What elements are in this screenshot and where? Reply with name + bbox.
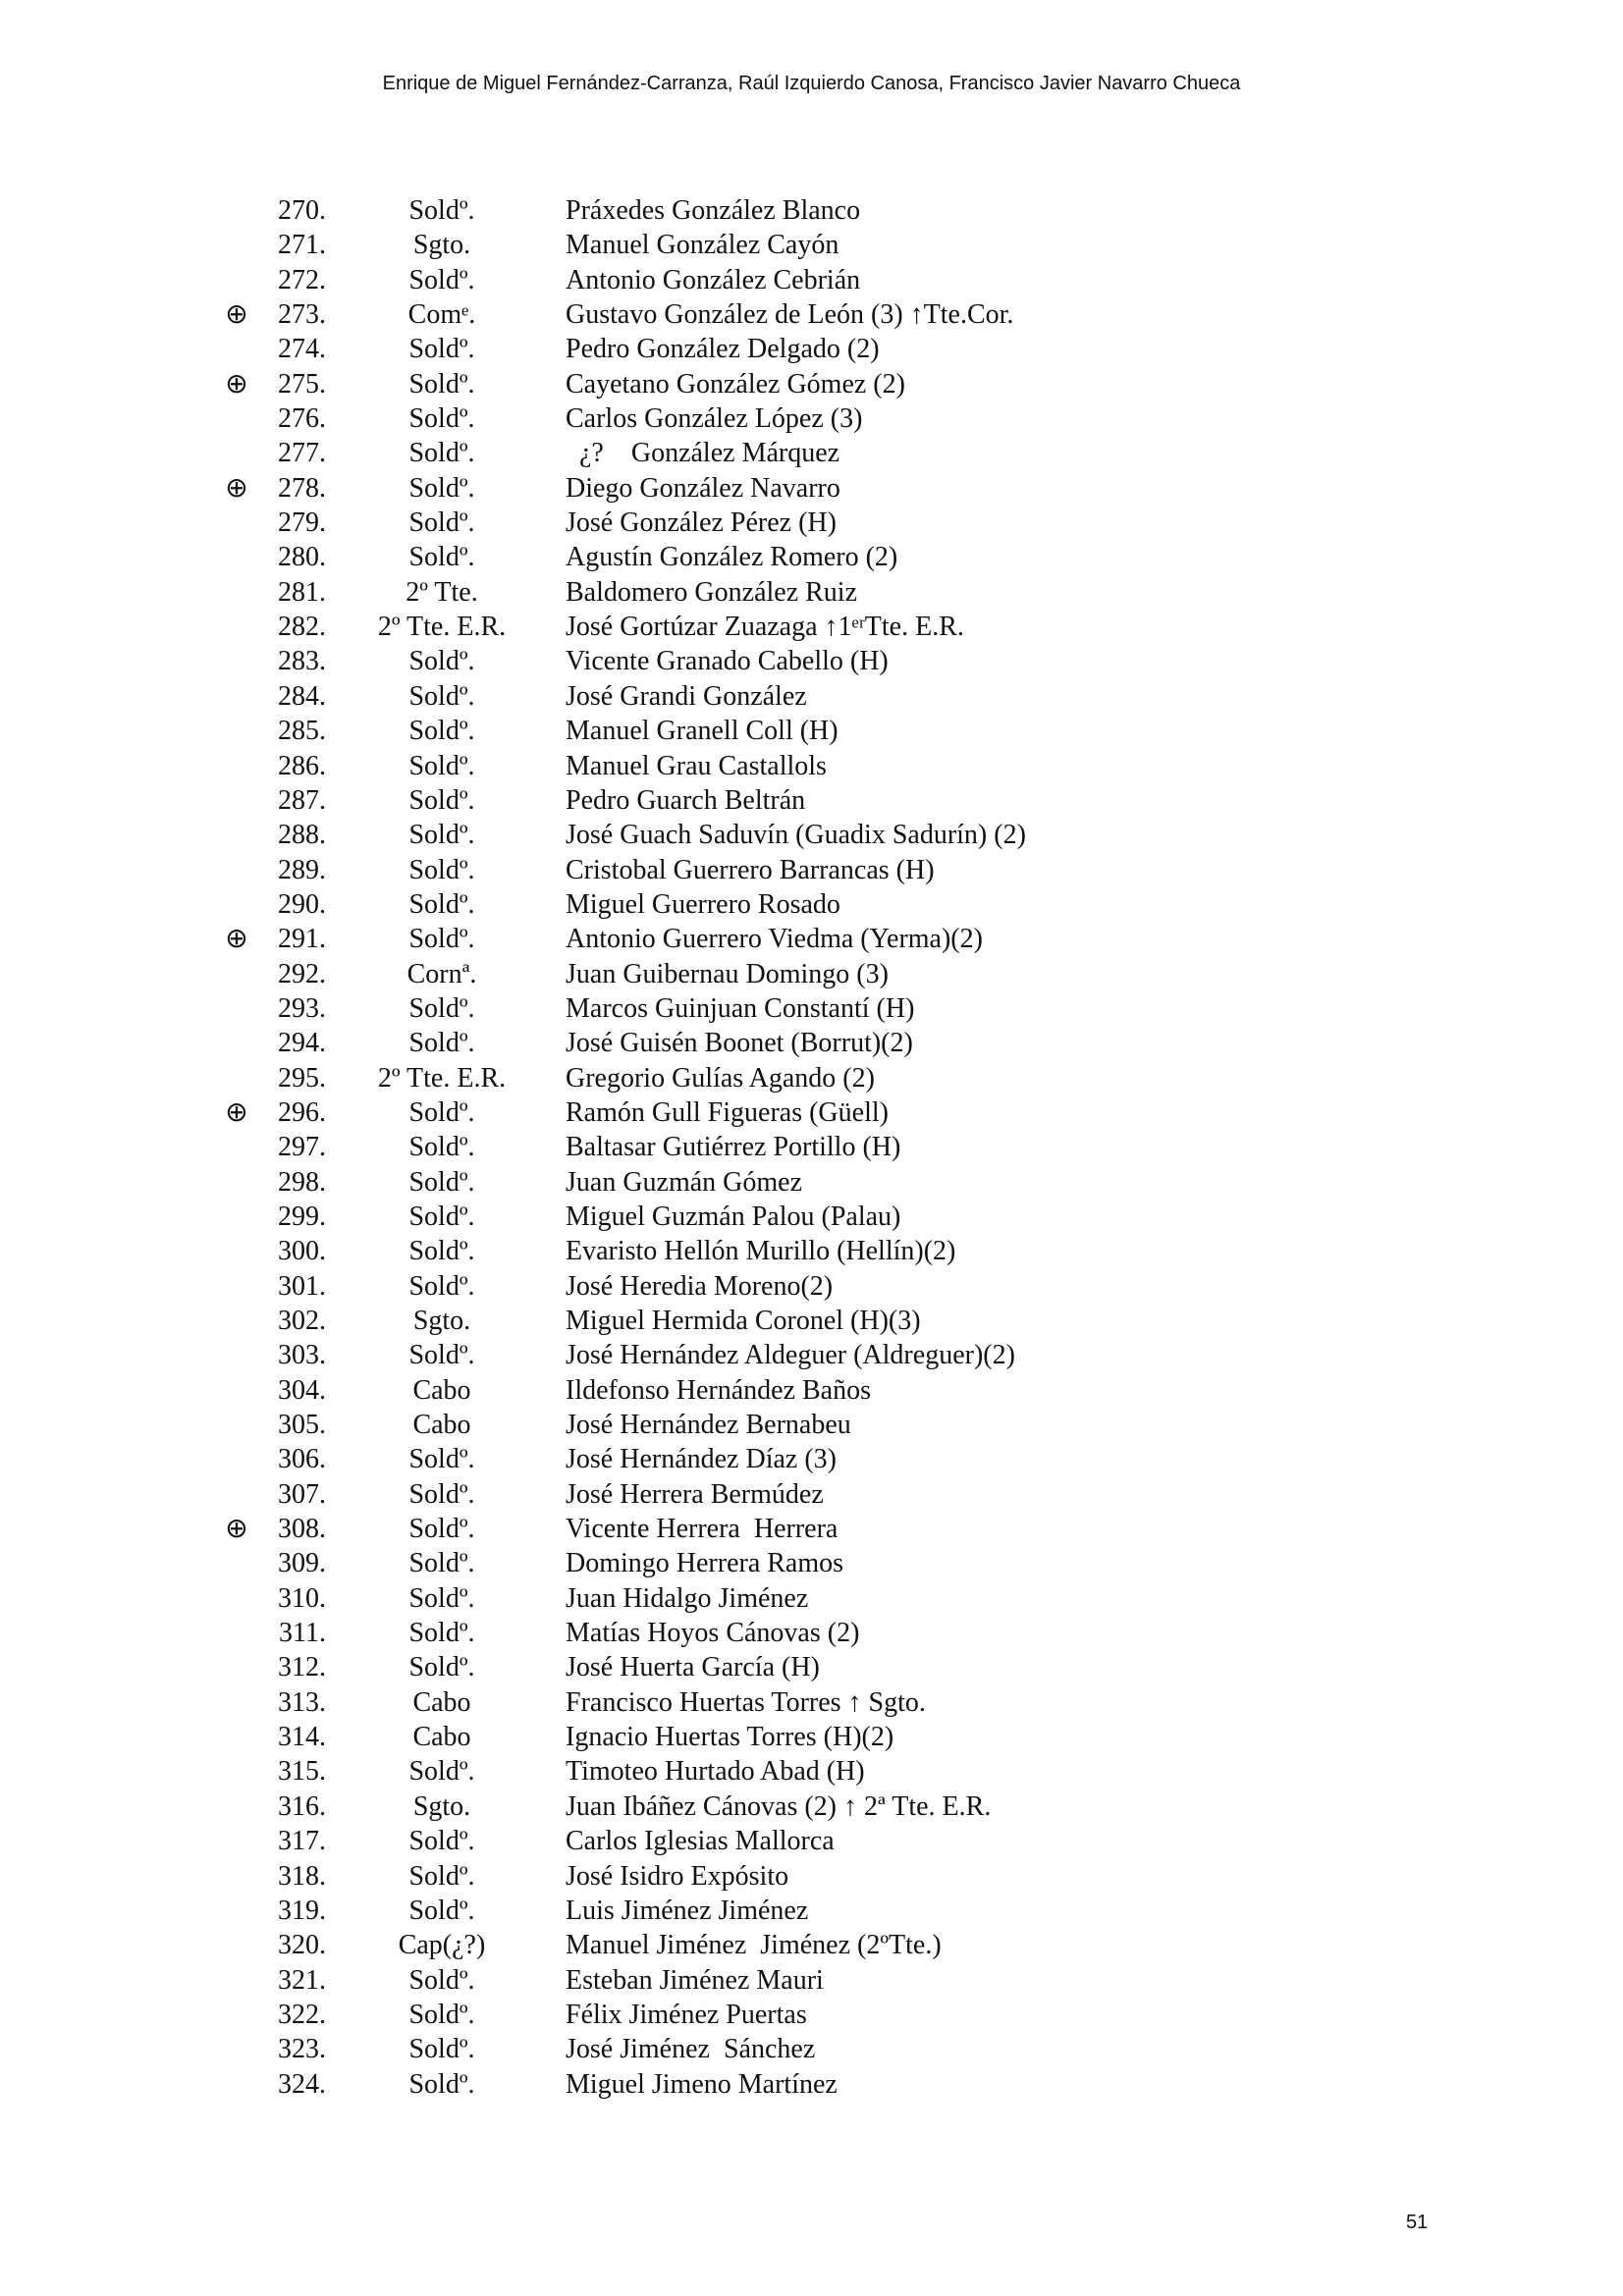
entry-rank: Soldº. — [408, 1514, 475, 1545]
list-item — [0, 1373, 1623, 1408]
list-item — [0, 749, 1623, 783]
list-item — [0, 1859, 1623, 1894]
list-item — [0, 610, 1623, 644]
entry-number: 275. — [278, 368, 326, 400]
entry-rank: Soldº. — [408, 542, 475, 573]
entry-number: 317. — [278, 1826, 326, 1857]
entry-name: Juan Ibáñez Cánovas (2) ↑ 2ª Tte. E.R. — [566, 1790, 992, 1822]
list-item — [0, 367, 1623, 401]
list-item — [0, 1512, 1623, 1546]
list-item — [0, 1269, 1623, 1304]
entry-number: 293. — [278, 992, 326, 1024]
entry-rank: Cornª. — [406, 958, 477, 989]
entry-number: 270. — [278, 195, 326, 226]
entry-name: Carlos Iglesias Mallorca — [566, 1826, 835, 1857]
entry-number: 298. — [278, 1166, 326, 1198]
entry-number: 283. — [278, 646, 326, 677]
roster-list — [0, 193, 1623, 2102]
entry-name: Ignacio Huertas Torres (H)(2) — [566, 1722, 894, 1753]
entry-name: José Heredia Moreno(2) — [566, 1270, 834, 1302]
entry-number: 301. — [278, 1270, 326, 1302]
list-item — [0, 1581, 1623, 1616]
entry-number: 292. — [278, 958, 326, 989]
entry-number: 324. — [278, 2068, 326, 2100]
list-item — [0, 1720, 1623, 1754]
entry-number: 289. — [278, 854, 326, 885]
entry-number: 276. — [278, 403, 326, 435]
entry-number: 309. — [278, 1548, 326, 1579]
list-item — [0, 2032, 1623, 2066]
entry-rank: Soldº. — [408, 1652, 475, 1683]
entry-rank: Cabo — [412, 1686, 471, 1718]
entry-number: 316. — [278, 1790, 326, 1822]
list-item — [0, 1789, 1623, 1824]
entry-rank: Soldº. — [408, 403, 475, 435]
entry-rank: Sgto. — [412, 230, 471, 261]
list-item — [0, 957, 1623, 991]
list-item — [0, 991, 1623, 1026]
list-item — [0, 2067, 1623, 2102]
entry-rank: Soldº. — [408, 1860, 475, 1892]
entry-number: 322. — [278, 1999, 326, 2030]
entry-number: 311. — [279, 1618, 326, 1649]
list-item — [0, 1338, 1623, 1372]
entry-number: 319. — [278, 1895, 326, 1926]
list-item — [0, 1442, 1623, 1476]
list-item — [0, 575, 1623, 610]
entry-number: 313. — [278, 1686, 326, 1718]
deceased-cross-icon: ⊕ — [225, 1096, 248, 1128]
list-item — [0, 1061, 1623, 1095]
list-item — [0, 297, 1623, 332]
entry-number: 274. — [278, 334, 326, 365]
entry-number: 271. — [278, 230, 326, 261]
entry-name: Carlos González López (3) — [566, 403, 863, 435]
entry-name: Manuel Grau Castallols — [566, 750, 827, 781]
entry-rank: Soldº. — [408, 1478, 475, 1510]
entry-rank: Soldº. — [408, 1340, 475, 1371]
entry-rank: Soldº. — [408, 1999, 475, 2030]
entry-rank: Soldº. — [408, 1618, 475, 1649]
entry-number: 295. — [278, 1062, 326, 1094]
entry-rank: Soldº. — [408, 750, 475, 781]
entry-name: José Grandi González — [566, 680, 807, 712]
entry-rank: 2º Tte. E.R. — [377, 1062, 507, 1094]
entry-number: 281. — [278, 576, 326, 608]
entry-name: Manuel González Cayón — [566, 230, 839, 261]
entry-name: Gustavo González de León (3) ↑Tte.Cor. — [566, 299, 1014, 331]
entry-number: 310. — [278, 1582, 326, 1614]
deceased-cross-icon: ⊕ — [225, 368, 248, 400]
entry-number: 312. — [278, 1652, 326, 1683]
entry-rank: Soldº. — [408, 1756, 475, 1788]
list-item — [0, 783, 1623, 818]
entry-rank: Soldº. — [408, 1548, 475, 1579]
entry-number: 279. — [278, 507, 326, 539]
list-item — [0, 401, 1623, 436]
entry-name: Domingo Herrera Ramos — [566, 1548, 844, 1579]
list-item — [0, 1165, 1623, 1200]
entry-number: 284. — [278, 680, 326, 712]
entry-number: 296. — [278, 1096, 326, 1128]
list-item — [0, 644, 1623, 678]
entry-name: Diego González Navarro — [566, 472, 840, 504]
entry-number: 294. — [278, 1028, 326, 1059]
entry-name: Miguel Hermida Coronel (H)(3) — [566, 1306, 921, 1336]
entry-name: Juan Guzmán Gómez — [566, 1166, 803, 1198]
entry-name: Baltasar Gutiérrez Portillo (H) — [566, 1132, 901, 1163]
list-item — [0, 1963, 1623, 1998]
entry-rank: Soldº. — [408, 992, 475, 1024]
page-number: 51 — [1406, 2212, 1429, 2233]
list-item — [0, 1616, 1623, 1650]
entry-name: José Isidro Expósito — [566, 1860, 789, 1892]
entry-rank: Soldº. — [408, 716, 475, 747]
entry-rank: Soldº. — [408, 472, 475, 504]
entry-rank: Soldº. — [408, 1236, 475, 1267]
entry-name: José González Pérez (H) — [566, 507, 837, 539]
list-item — [0, 436, 1623, 470]
entry-rank: Soldº. — [408, 507, 475, 539]
entry-name: José Herrera Bermúdez — [566, 1478, 824, 1510]
entry-name: Pedro Guarch Beltrán — [566, 784, 806, 816]
list-item — [0, 1824, 1623, 1858]
entry-name: José Hernández Díaz (3) — [566, 1444, 837, 1475]
entry-rank: 2º Tte. — [406, 576, 478, 608]
entry-number: 315. — [278, 1756, 326, 1788]
entry-number: 287. — [278, 784, 326, 816]
entry-number: 272. — [278, 264, 326, 295]
entry-rank: Soldº. — [408, 888, 475, 920]
entry-rank: Soldº. — [408, 820, 475, 851]
list-item — [0, 1130, 1623, 1164]
entry-name: Juan Guibernau Domingo (3) — [566, 958, 889, 989]
list-item — [0, 853, 1623, 887]
deceased-cross-icon: ⊕ — [225, 924, 248, 955]
entry-number: 308. — [278, 1514, 326, 1545]
entry-name: José Hernández Bernabeu — [566, 1410, 851, 1441]
entry-name: José Guach Saduvín (Guadix Sadurín) (2) — [566, 820, 1026, 851]
entry-name: Juan Hidalgo Jiménez — [566, 1582, 809, 1614]
entry-name: Miguel Guzmán Palou (Palau) — [566, 1201, 901, 1232]
entry-name: ¿? González Márquez — [566, 438, 840, 469]
entry-name: Baldomero González Ruiz — [566, 576, 858, 608]
entry-rank: Soldº. — [408, 438, 475, 469]
list-item — [0, 1234, 1623, 1268]
entry-name: Manuel Granell Coll (H) — [566, 716, 839, 747]
entry-number: 300. — [278, 1236, 326, 1267]
entry-rank: Cabo — [412, 1410, 471, 1441]
entry-name: Esteban Jiménez Mauri — [566, 1964, 824, 1996]
entry-name: Francisco Huertas Torres ↑ Sgto. — [566, 1686, 926, 1718]
entry-number: 273. — [278, 299, 326, 331]
entry-number: 306. — [278, 1444, 326, 1475]
entry-number: 303. — [278, 1340, 326, 1371]
entry-number: 277. — [278, 438, 326, 469]
entry-number: 304. — [278, 1374, 326, 1406]
entry-rank: Sgto. — [412, 1306, 471, 1336]
list-item — [0, 263, 1623, 297]
entry-number: 280. — [278, 542, 326, 573]
entry-name: Pedro González Delgado (2) — [566, 334, 880, 365]
entry-number: 302. — [278, 1306, 326, 1336]
entry-number: 323. — [278, 2034, 326, 2065]
list-item — [0, 1200, 1623, 1234]
entry-rank: Cabo — [412, 1722, 471, 1753]
entry-rank: Soldº. — [408, 1964, 475, 1996]
entry-rank: Soldº. — [408, 1132, 475, 1163]
entry-name: Timoteo Hurtado Abad (H) — [566, 1756, 865, 1788]
list-item — [0, 228, 1623, 262]
entry-rank: 2º Tte. E.R. — [377, 612, 507, 643]
entry-number: 291. — [278, 924, 326, 955]
list-item — [0, 471, 1623, 506]
entry-name: Evaristo Hellón Murillo (Hellín)(2) — [566, 1236, 956, 1267]
entry-name: Marcos Guinjuan Constantí (H) — [566, 992, 915, 1024]
list-item — [0, 1894, 1623, 1928]
entry-name: José Jiménez Sánchez — [566, 2034, 816, 2065]
list-item — [0, 1095, 1623, 1130]
entry-rank: Soldº. — [408, 334, 475, 365]
entry-rank: Soldº. — [408, 1444, 475, 1475]
list-item — [0, 1998, 1623, 2032]
entry-number: 299. — [278, 1201, 326, 1232]
entry-rank: Soldº. — [408, 1582, 475, 1614]
entry-number: 285. — [278, 716, 326, 747]
entry-name: Vicente Herrera Herrera — [566, 1514, 839, 1545]
entry-rank: Soldº. — [408, 368, 475, 400]
list-item — [0, 540, 1623, 574]
entry-name: José Hernández Aldeguer (Aldreguer)(2) — [566, 1340, 1015, 1371]
entry-name: Ildefonso Hernández Baños — [566, 1374, 872, 1406]
entry-number: 290. — [278, 888, 326, 920]
entry-name: Ramón Gull Figueras (Güell) — [566, 1096, 889, 1128]
entry-name: Agustín González Romero (2) — [566, 542, 898, 573]
entry-number: 321. — [278, 1964, 326, 1996]
entry-rank: Sgto. — [412, 1790, 471, 1822]
entry-name: Luis Jiménez Jiménez — [566, 1895, 809, 1926]
entry-number: 297. — [278, 1132, 326, 1163]
list-item — [0, 887, 1623, 922]
running-header: Enrique de Miguel Fernández-Carranza, Raúl Izquierdo Canosa, Francisco Javier Navarro Chueca — [382, 73, 1241, 94]
list-item — [0, 922, 1623, 956]
entry-name: Práxedes González Blanco — [566, 195, 861, 226]
entry-rank: Soldº. — [408, 784, 475, 816]
deceased-cross-icon: ⊕ — [225, 472, 248, 504]
list-item — [0, 1928, 1623, 1962]
entry-number: 307. — [278, 1478, 326, 1510]
entry-name: Matías Hoyos Cánovas (2) — [566, 1618, 860, 1649]
list-item — [0, 1026, 1623, 1060]
entry-name: Miguel Jimeno Martínez — [566, 2068, 838, 2100]
entry-number: 320. — [278, 1930, 326, 1961]
deceased-cross-icon: ⊕ — [225, 1514, 248, 1545]
entry-rank: Soldº. — [408, 1166, 475, 1198]
entry-name: José Guisén Boonet (Borrut)(2) — [566, 1028, 913, 1059]
entry-rank: Soldº. — [408, 1826, 475, 1857]
list-item — [0, 1304, 1623, 1338]
entry-number: 288. — [278, 820, 326, 851]
entry-name: Cayetano González Gómez (2) — [566, 368, 905, 400]
entry-rank: Cabo — [412, 1374, 471, 1406]
entry-name: Félix Jiménez Puertas — [566, 1999, 807, 2030]
entry-name: José Gortúzar Zuazaga ↑1ᵉʳTte. E.R. — [566, 612, 964, 643]
list-item — [0, 679, 1623, 714]
list-item — [0, 1754, 1623, 1789]
list-item — [0, 1546, 1623, 1580]
entry-rank: Soldº. — [408, 1028, 475, 1059]
entry-name: Antonio Guerrero Viedma (Yerma)(2) — [566, 924, 983, 955]
entry-name: Manuel Jiménez Jiménez (2ºTte.) — [566, 1930, 942, 1961]
entry-rank: Soldº. — [408, 680, 475, 712]
entry-number: 305. — [278, 1410, 326, 1441]
list-item — [0, 714, 1623, 748]
list-item — [0, 1408, 1623, 1442]
entry-rank: Comᵉ. — [407, 299, 476, 331]
entry-name: José Huerta García (H) — [566, 1652, 820, 1683]
list-item — [0, 1685, 1623, 1720]
entry-number: 282. — [278, 612, 326, 643]
list-item — [0, 818, 1623, 852]
entry-number: 278. — [278, 472, 326, 504]
entry-rank: Soldº. — [408, 195, 475, 226]
entry-rank: Soldº. — [408, 2034, 475, 2065]
entry-rank: Soldº. — [408, 2068, 475, 2100]
entry-rank: Soldº. — [408, 854, 475, 885]
list-item — [0, 1650, 1623, 1684]
entry-rank: Soldº. — [408, 1895, 475, 1926]
list-item — [0, 193, 1623, 228]
entry-name: Cristobal Guerrero Barrancas (H) — [566, 854, 935, 885]
list-item — [0, 506, 1623, 540]
list-item — [0, 1477, 1623, 1512]
entry-name: Gregorio Gulías Agando (2) — [566, 1062, 875, 1094]
entry-rank: Soldº. — [408, 924, 475, 955]
deceased-cross-icon: ⊕ — [225, 299, 248, 331]
entry-rank: Soldº. — [408, 1201, 475, 1232]
entry-name: Miguel Guerrero Rosado — [566, 888, 840, 920]
entry-rank: Soldº. — [408, 264, 475, 295]
entry-rank: Soldº. — [408, 1270, 475, 1302]
entry-name: Antonio González Cebrián — [566, 264, 861, 295]
entry-number: 314. — [278, 1722, 326, 1753]
entry-rank: Soldº. — [408, 1096, 475, 1128]
entry-rank: Cap(¿?) — [398, 1930, 486, 1961]
list-item — [0, 332, 1623, 366]
entry-number: 318. — [278, 1860, 326, 1892]
entry-rank: Soldº. — [408, 646, 475, 677]
entry-name: Vicente Granado Cabello (H) — [566, 646, 889, 677]
entry-number: 286. — [278, 750, 326, 781]
